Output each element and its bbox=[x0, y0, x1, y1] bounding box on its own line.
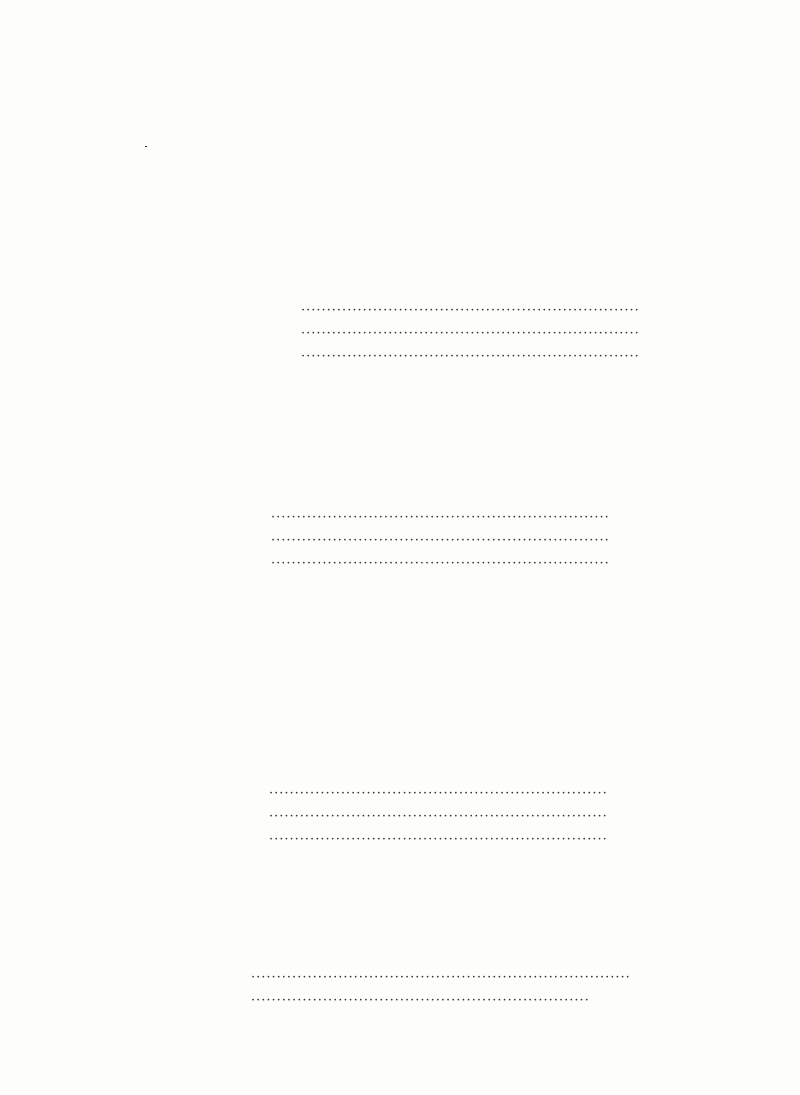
leader-dots: ·································································· bbox=[301, 326, 640, 341]
leader-dots: ·································································· bbox=[301, 349, 640, 364]
definition-M bbox=[144, 136, 148, 157]
fraction bbox=[145, 146, 147, 147]
leader-dots: ·································································· bbox=[251, 993, 590, 1008]
section-5-8-heading bbox=[113, 600, 159, 620]
leader-dots: ·································································· bbox=[301, 303, 640, 318]
section-5-6-heading bbox=[113, 370, 159, 390]
fraction-numerator bbox=[145, 146, 147, 147]
grade-line bbox=[271, 531, 610, 551]
section-5-7-heading bbox=[113, 416, 159, 436]
grade-line bbox=[269, 807, 608, 827]
section-5-8-2-heading bbox=[113, 692, 177, 712]
section-5-5-heading bbox=[113, 255, 159, 275]
leader-dots: ·································································· bbox=[269, 809, 608, 824]
grade-line bbox=[271, 554, 610, 574]
leader-dots: ·································································· bbox=[271, 556, 610, 571]
grade-line bbox=[301, 324, 640, 344]
leader-dots: ·································································· bbox=[269, 786, 608, 801]
grade-line bbox=[251, 991, 590, 1011]
grade-line bbox=[301, 347, 640, 367]
grade-line bbox=[251, 968, 631, 988]
leader-dots: ·········································································· bbox=[251, 970, 631, 985]
grade-line bbox=[269, 830, 608, 850]
leader-dots: ·································································· bbox=[271, 510, 610, 525]
leader-dots: ·································································· bbox=[271, 533, 610, 548]
leader-dots: ·································································· bbox=[269, 832, 608, 847]
section-5-4-heading bbox=[113, 209, 159, 229]
section-5-8-1-heading bbox=[113, 623, 177, 643]
grade-line bbox=[269, 784, 608, 804]
grade-line bbox=[301, 301, 640, 321]
section-5-9-heading bbox=[113, 876, 159, 896]
grade-line bbox=[271, 508, 610, 528]
